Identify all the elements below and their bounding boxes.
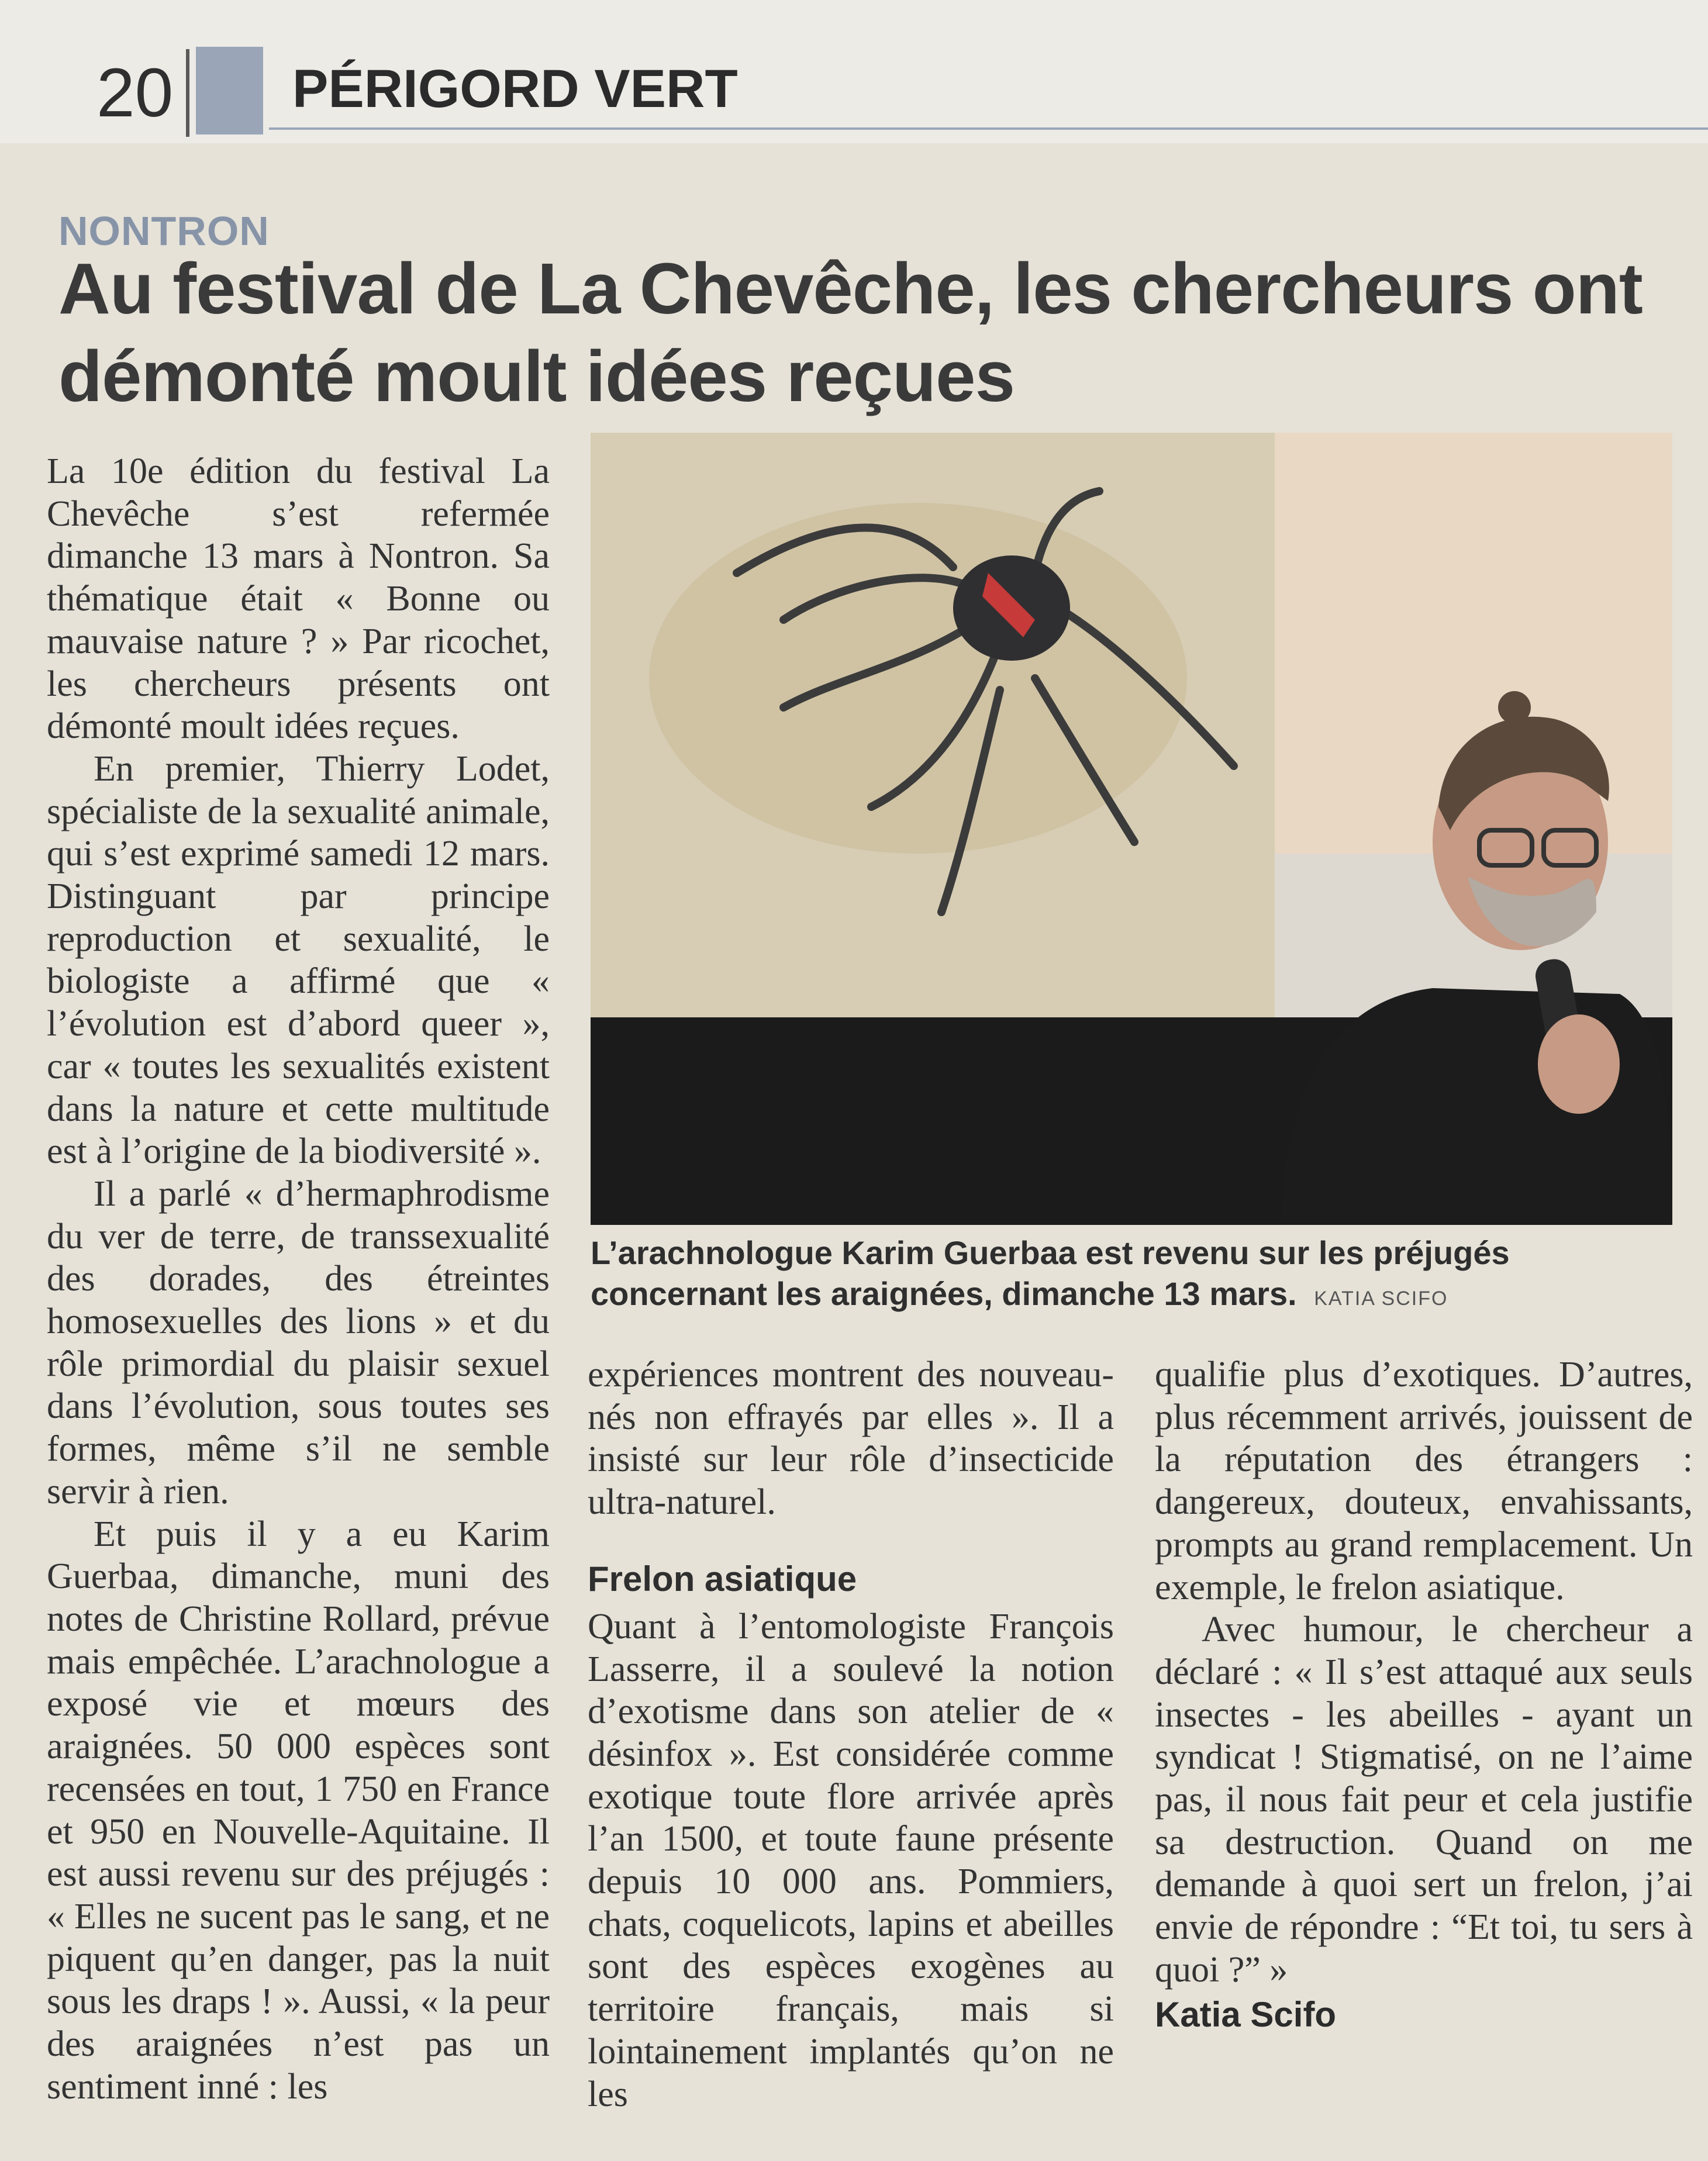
article-column-3	[1155, 1354, 1693, 2038]
paragraph: En premier, Thierry Lodet, spécialiste de la sexualité animale, qui s’est exprimé samedi 12 mars. Distinguant par principe reproduction et sexualité, le biologiste a affirmé que « l’évolution est d’abord queer », car « toutes les sexualités existent dans la nature et cette multitude est à l’origine de la biodiversité ».	[47, 748, 550, 1172]
header-divider	[186, 49, 189, 137]
paragraph: expériences montrent des nouveau-nés non effrayés par elles ». Il a insisté sur leur rôle d’insecticide ultra-naturel.	[588, 1355, 1114, 1523]
paragraph: Il a parlé « d’hermaphrodisme du ver de terre, de transsexualité des dorades, des étreintes homosexuelles des lions » et du rôle primordial du plaisir sexuel dans l’évolution, sous toutes ses formes, même s’il ne semble servir à rien.	[47, 1173, 550, 1511]
subheading: Frelon asiatique	[588, 1559, 857, 1599]
article-headline: Au festival de La Chevêche, les chercheurs ont démonté moult idées reçues	[58, 249, 1643, 417]
author-byline: Katia Scifo	[1155, 1994, 1337, 2034]
article-column-2	[588, 1354, 1114, 2115]
paragraph: Quant à l’entomologiste François Lasserre, il a soulevé la notion d’exotisme dans son atelier de « désinfox ». Est considérée comme exotique toute flore arrivée après l’an 1500, et toute faune présente depuis 10 000 ans. Pommiers, chats, coquelicots, lapins et abeilles sont des espèces exogènes au territoire français, mais si lointainement implantés qu’on ne les	[588, 1606, 1114, 2114]
header-rule	[269, 127, 1708, 130]
photo-caption	[591, 1233, 1672, 1319]
paragraph: Avec humour, le chercheur a déclaré : « Il s’est attaqué aux seuls insectes - les abeilles - ayant un syndicat ! Stigmatisé, on ne l’aime pas, il nous fait peur et cela justifie sa destruction. Quand on me demande à quoi sert un frelon, j’ai envie de répondre : “Et toi, tu sers à quoi ?” »	[1155, 1610, 1693, 1990]
caption-text: L’arachnologue Karim Guerbaa est revenu sur les préjugés concernant les araignées, dimanche 13 mars.	[591, 1234, 1510, 1312]
photo-illustration	[591, 433, 1672, 1225]
paragraph: La 10e édition du festival La Chevêche s’est refermée dimanche 13 mars à Nontron. Sa thématique était « Bonne ou mauvaise nature ? » Par ricochet, les chercheurs présents ont démonté moult idées reçues.	[47, 451, 550, 747]
paragraph: Et puis il y a eu Karim Guerbaa, dimanche, muni des notes de Christine Rollard, prévue mais empêchée. L’arachnologue a exposé vie et mœurs des araignées. 50 000 espèces sont recensées en tout, 1 750 en France et 950 en Nouvelle-Aquitaine. Il est aussi revenu sur des préjugés : « Elles ne sucent pas le sang, et ne piquent qu’en danger, pas la nuit sous les draps ! ». Aussi, « la peur des araignées n’est pas un sentiment inné : les	[47, 1514, 550, 2107]
article-column-1	[47, 450, 550, 2108]
paragraph: qualifie plus d’exotiques. D’autres, plus récemment arrivés, jouissent de la réputation des étrangers : dangereux, douteux, envahissants, prompts au grand remplacement. Un exemple, le frelon asiatique.	[1155, 1355, 1693, 1607]
article-photo	[591, 433, 1672, 1225]
photo-credit: KATIA SCIFO	[1314, 1287, 1448, 1310]
article-kicker: NONTRON	[58, 208, 270, 254]
section-color-tab	[196, 47, 263, 134]
section-title: PÉRIGORD VERT	[292, 59, 738, 119]
page-number: 20	[96, 54, 174, 132]
